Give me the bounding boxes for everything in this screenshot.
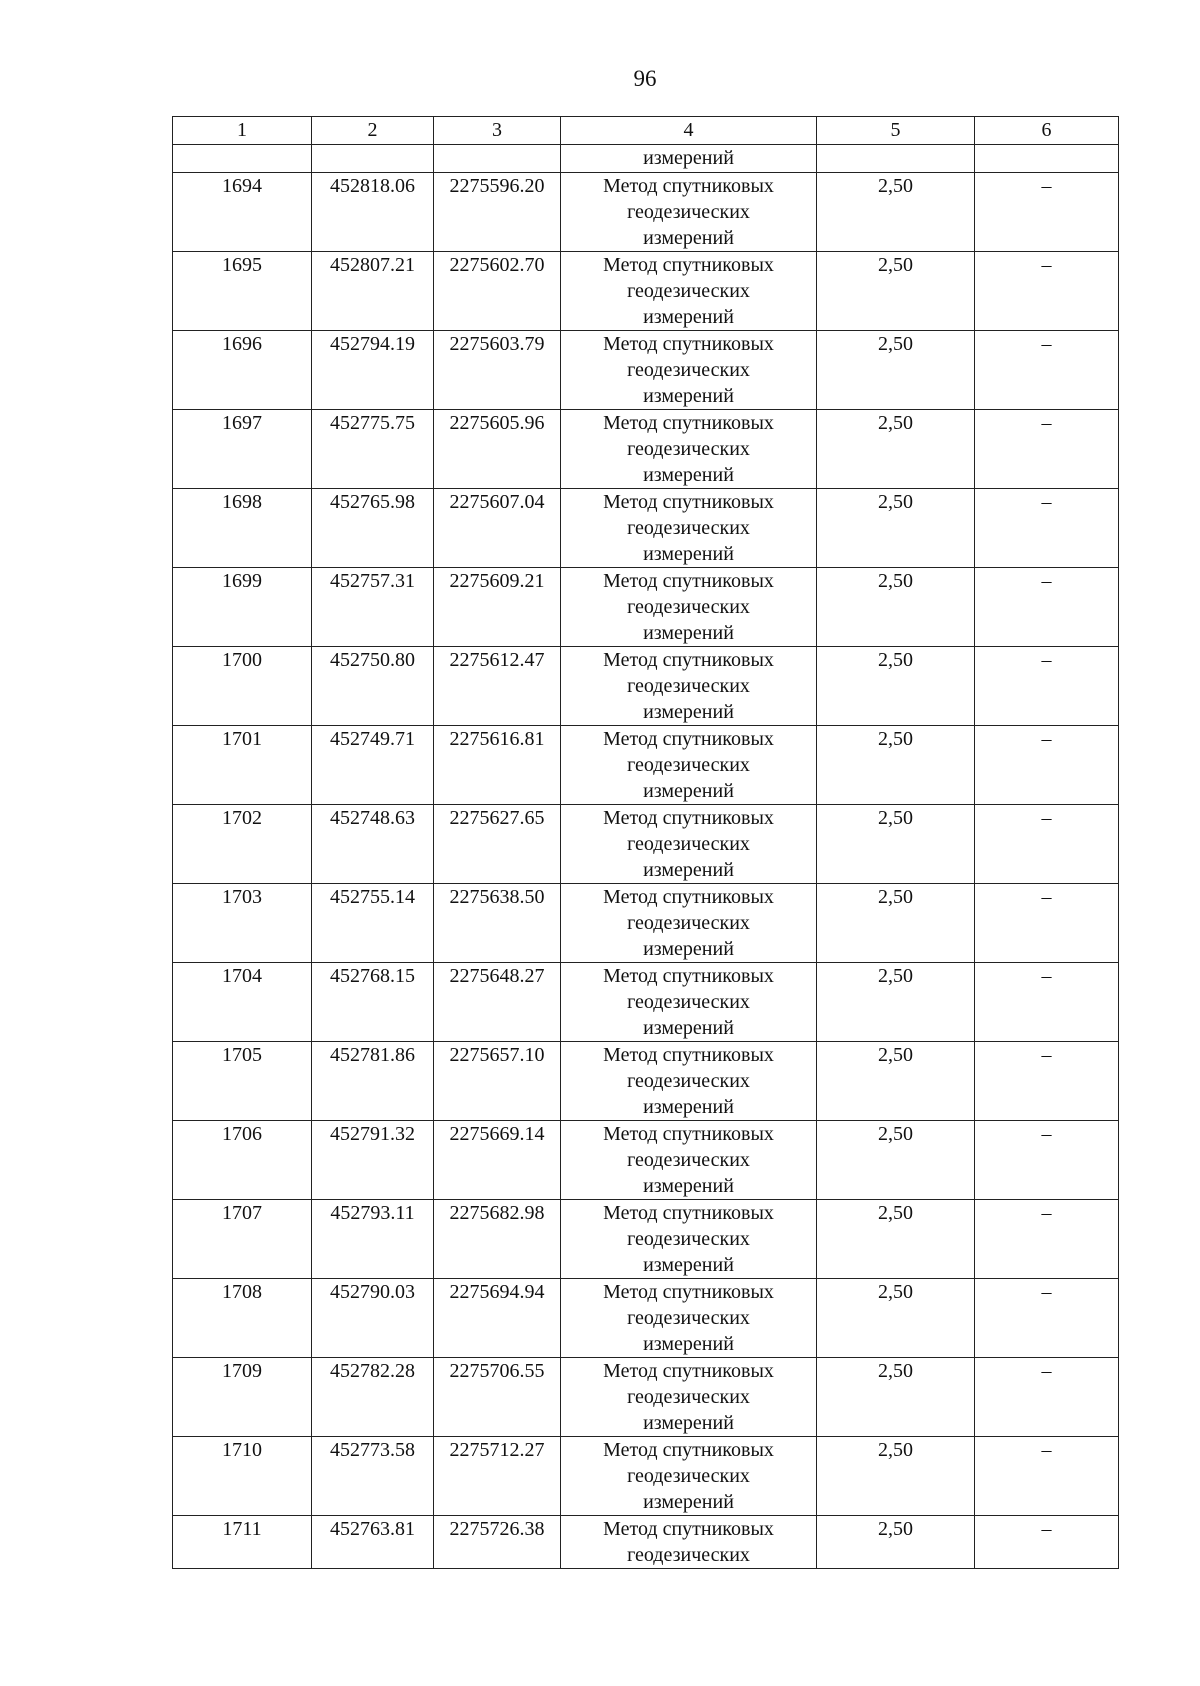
x-coordinate-cell: 452748.63 <box>312 805 434 884</box>
accuracy-cell: 2,50 <box>817 726 975 805</box>
note-cell: – <box>975 647 1119 726</box>
method-line: измерений <box>643 701 734 723</box>
method-line: геодезических <box>627 1465 750 1487</box>
x-coordinate-cell: 452765.98 <box>312 489 434 568</box>
column-header-6: 6 <box>975 117 1119 145</box>
accuracy-cell: 2,50 <box>817 1042 975 1121</box>
method-line: измерений <box>643 1333 734 1355</box>
method-line: измерений <box>643 1254 734 1276</box>
method-cell <box>561 410 817 489</box>
y-coordinate-cell: 2275657.10 <box>434 1042 561 1121</box>
method-line: геодезических <box>627 596 750 618</box>
y-coordinate-cell: 2275648.27 <box>434 963 561 1042</box>
table-row <box>173 331 1119 410</box>
method-line: Метод спутниковых <box>603 175 774 197</box>
continuation-row <box>173 145 1119 173</box>
accuracy-cell: 2,50 <box>817 252 975 331</box>
point-id-cell: 1695 <box>173 252 312 331</box>
method-line: геодезических <box>627 991 750 1013</box>
point-id-cell: 1696 <box>173 331 312 410</box>
method-cell <box>561 1516 817 1569</box>
table-row <box>173 1437 1119 1516</box>
table-row <box>173 1121 1119 1200</box>
accuracy-cell: 2,50 <box>817 1121 975 1200</box>
method-cell <box>561 331 817 410</box>
note-cell: – <box>975 1042 1119 1121</box>
method-line: измерений <box>643 622 734 644</box>
method-line: геодезических <box>627 1228 750 1250</box>
y-coordinate-cell: 2275638.50 <box>434 884 561 963</box>
x-coordinate-cell: 452807.21 <box>312 252 434 331</box>
x-coordinate-cell: 452763.81 <box>312 1516 434 1569</box>
point-id-cell: 1702 <box>173 805 312 884</box>
y-coordinate-cell: 2275602.70 <box>434 252 561 331</box>
method-cell <box>561 805 817 884</box>
method-cell <box>561 568 817 647</box>
method-cell <box>561 647 817 726</box>
continuation-cell-6 <box>975 145 1119 173</box>
accuracy-cell: 2,50 <box>817 489 975 568</box>
method-line: геодезических <box>627 438 750 460</box>
y-coordinate-cell: 2275603.79 <box>434 331 561 410</box>
table-row <box>173 647 1119 726</box>
y-coordinate-cell: 2275712.27 <box>434 1437 561 1516</box>
table-row <box>173 568 1119 647</box>
method-line: Метод спутниковых <box>603 649 774 671</box>
method-line: Метод спутниковых <box>603 1518 774 1540</box>
method-cell <box>561 1121 817 1200</box>
table-row <box>173 884 1119 963</box>
method-line: измерений <box>643 1491 734 1513</box>
method-cell <box>561 963 817 1042</box>
point-id-cell: 1703 <box>173 884 312 963</box>
y-coordinate-cell: 2275682.98 <box>434 1200 561 1279</box>
method-line: геодезических <box>627 1386 750 1408</box>
method-cell <box>561 1358 817 1437</box>
y-coordinate-cell: 2275726.38 <box>434 1516 561 1569</box>
method-line: измерений <box>643 464 734 486</box>
note-cell: – <box>975 489 1119 568</box>
method-line: измерений <box>643 1175 734 1197</box>
method-line: измерений <box>643 938 734 960</box>
point-id-cell: 1708 <box>173 1279 312 1358</box>
method-line: геодезических <box>627 280 750 302</box>
table-row <box>173 1042 1119 1121</box>
note-cell: – <box>975 1200 1119 1279</box>
method-line: геодезических <box>627 675 750 697</box>
method-line: Метод спутниковых <box>603 333 774 355</box>
point-id-cell: 1700 <box>173 647 312 726</box>
method-line: Метод спутниковых <box>603 412 774 434</box>
table-row <box>173 173 1119 252</box>
method-line: Метод спутниковых <box>603 1123 774 1145</box>
continuation-cell-1 <box>173 145 312 173</box>
method-line: геодезических <box>627 912 750 934</box>
method-line: измерений <box>643 1096 734 1118</box>
x-coordinate-cell: 452757.31 <box>312 568 434 647</box>
table-row <box>173 1279 1119 1358</box>
note-cell: – <box>975 252 1119 331</box>
table-row <box>173 410 1119 489</box>
y-coordinate-cell: 2275605.96 <box>434 410 561 489</box>
method-line: Метод спутниковых <box>603 728 774 750</box>
accuracy-cell: 2,50 <box>817 568 975 647</box>
point-id-cell: 1710 <box>173 1437 312 1516</box>
continuation-cell-5 <box>817 145 975 173</box>
point-id-cell: 1694 <box>173 173 312 252</box>
method-line: геодезических <box>627 1544 750 1566</box>
point-id-cell: 1699 <box>173 568 312 647</box>
note-cell: – <box>975 1121 1119 1200</box>
method-line: Метод спутниковых <box>603 1281 774 1303</box>
method-line: измерений <box>643 1412 734 1434</box>
method-cell <box>561 1279 817 1358</box>
note-cell: – <box>975 331 1119 410</box>
method-line: геодезических <box>627 517 750 539</box>
y-coordinate-cell: 2275627.65 <box>434 805 561 884</box>
note-cell: – <box>975 726 1119 805</box>
point-id-cell: 1698 <box>173 489 312 568</box>
method-line: Метод спутниковых <box>603 1439 774 1461</box>
note-cell: – <box>975 1437 1119 1516</box>
x-coordinate-cell: 452775.75 <box>312 410 434 489</box>
method-cell <box>561 1200 817 1279</box>
table-row <box>173 489 1119 568</box>
x-coordinate-cell: 452782.28 <box>312 1358 434 1437</box>
table-row <box>173 1200 1119 1279</box>
point-id-cell: 1697 <box>173 410 312 489</box>
table-row <box>173 805 1119 884</box>
x-coordinate-cell: 452794.19 <box>312 331 434 410</box>
point-id-cell: 1711 <box>173 1516 312 1569</box>
method-line: Метод спутниковых <box>603 965 774 987</box>
accuracy-cell: 2,50 <box>817 647 975 726</box>
x-coordinate-cell: 452749.71 <box>312 726 434 805</box>
x-coordinate-cell: 452791.32 <box>312 1121 434 1200</box>
method-line: геодезических <box>627 201 750 223</box>
method-line: Метод спутниковых <box>603 807 774 829</box>
x-coordinate-cell: 452793.11 <box>312 1200 434 1279</box>
x-coordinate-cell: 452781.86 <box>312 1042 434 1121</box>
method-line: измерений <box>643 1017 734 1039</box>
note-cell: – <box>975 1358 1119 1437</box>
point-id-cell: 1704 <box>173 963 312 1042</box>
column-header-3: 3 <box>434 117 561 145</box>
point-id-cell: 1705 <box>173 1042 312 1121</box>
table-row <box>173 1358 1119 1437</box>
note-cell: – <box>975 1516 1119 1569</box>
method-cell <box>561 884 817 963</box>
continuation-cell-3 <box>434 145 561 173</box>
method-line: измерений <box>643 306 734 328</box>
method-line: геодезических <box>627 1070 750 1092</box>
method-line: геодезических <box>627 359 750 381</box>
method-line: Метод спутниковых <box>603 1044 774 1066</box>
note-cell: – <box>975 410 1119 489</box>
method-line: измерений <box>643 385 734 407</box>
note-cell: – <box>975 173 1119 252</box>
header-row <box>173 117 1119 145</box>
y-coordinate-cell: 2275612.47 <box>434 647 561 726</box>
method-cell <box>561 726 817 805</box>
x-coordinate-cell: 452768.15 <box>312 963 434 1042</box>
accuracy-cell: 2,50 <box>817 1358 975 1437</box>
x-coordinate-cell: 452750.80 <box>312 647 434 726</box>
x-coordinate-cell: 452755.14 <box>312 884 434 963</box>
y-coordinate-cell: 2275596.20 <box>434 173 561 252</box>
table-row <box>173 252 1119 331</box>
method-cell <box>561 252 817 331</box>
column-header-5: 5 <box>817 117 975 145</box>
y-coordinate-cell: 2275694.94 <box>434 1279 561 1358</box>
method-line: измерений <box>643 859 734 881</box>
accuracy-cell: 2,50 <box>817 963 975 1042</box>
method-cell <box>561 489 817 568</box>
y-coordinate-cell: 2275706.55 <box>434 1358 561 1437</box>
y-coordinate-cell: 2275616.81 <box>434 726 561 805</box>
accuracy-cell: 2,50 <box>817 331 975 410</box>
method-line: геодезических <box>627 833 750 855</box>
column-header-2: 2 <box>312 117 434 145</box>
page-number: 96 <box>633 66 657 91</box>
table-row <box>173 963 1119 1042</box>
accuracy-cell: 2,50 <box>817 1200 975 1279</box>
method-line: Метод спутниковых <box>603 570 774 592</box>
method-line: Метод спутниковых <box>603 254 774 276</box>
continuation-method-cell: измерений <box>561 145 817 173</box>
method-cell <box>561 1437 817 1516</box>
method-line: Метод спутниковых <box>603 1360 774 1382</box>
accuracy-cell: 2,50 <box>817 173 975 252</box>
method-line: геодезических <box>627 754 750 776</box>
method-line: Метод спутниковых <box>603 491 774 513</box>
accuracy-cell: 2,50 <box>817 1516 975 1569</box>
method-line: геодезических <box>627 1149 750 1171</box>
accuracy-cell: 2,50 <box>817 805 975 884</box>
table-row <box>173 1516 1119 1569</box>
accuracy-cell: 2,50 <box>817 410 975 489</box>
note-cell: – <box>975 963 1119 1042</box>
accuracy-cell: 2,50 <box>817 1437 975 1516</box>
point-id-cell: 1706 <box>173 1121 312 1200</box>
point-id-cell: 1707 <box>173 1200 312 1279</box>
accuracy-cell: 2,50 <box>817 1279 975 1358</box>
method-line: Метод спутниковых <box>603 1202 774 1224</box>
method-cell <box>561 173 817 252</box>
table-row <box>173 726 1119 805</box>
method-line: Метод спутниковых <box>603 886 774 908</box>
continuation-cell-2 <box>312 145 434 173</box>
point-id-cell: 1709 <box>173 1358 312 1437</box>
method-line: измерений <box>643 543 734 565</box>
column-header-4: 4 <box>561 117 817 145</box>
note-cell: – <box>975 805 1119 884</box>
note-cell: – <box>975 568 1119 647</box>
note-cell: – <box>975 884 1119 963</box>
y-coordinate-cell: 2275609.21 <box>434 568 561 647</box>
y-coordinate-cell: 2275607.04 <box>434 489 561 568</box>
x-coordinate-cell: 452773.58 <box>312 1437 434 1516</box>
column-header-1: 1 <box>173 117 312 145</box>
accuracy-cell: 2,50 <box>817 884 975 963</box>
method-cell <box>561 1042 817 1121</box>
method-line: измерений <box>643 780 734 802</box>
method-line: измерений <box>643 227 734 249</box>
x-coordinate-cell: 452790.03 <box>312 1279 434 1358</box>
y-coordinate-cell: 2275669.14 <box>434 1121 561 1200</box>
method-line: геодезических <box>627 1307 750 1329</box>
coordinates-table <box>172 116 1119 1569</box>
note-cell: – <box>975 1279 1119 1358</box>
x-coordinate-cell: 452818.06 <box>312 173 434 252</box>
point-id-cell: 1701 <box>173 726 312 805</box>
